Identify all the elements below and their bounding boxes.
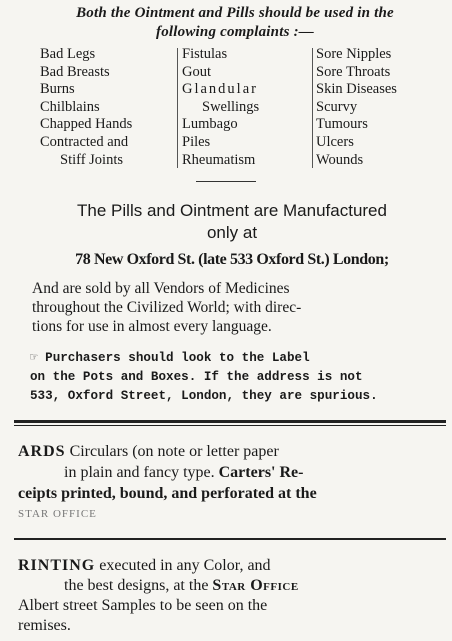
printing-line-3: Albert street Samples to be seen on the xyxy=(18,597,268,614)
complaint-item: Ulcers xyxy=(316,133,354,150)
complaint-item: Gout xyxy=(182,63,211,80)
cards-line-2-text: in plain and fancy type. xyxy=(64,464,219,481)
intro-line-2: following complaints :— xyxy=(156,24,314,40)
manufacture-notice xyxy=(18,200,446,244)
separator-dash xyxy=(196,181,256,182)
complaint-item: Fistulas xyxy=(182,46,228,62)
intro-line-1: Both the Ointment and Pills should be used in the xyxy=(76,5,394,21)
cards-advert xyxy=(18,441,446,525)
complaint-item: Glandular xyxy=(182,81,258,98)
complaints-column-1 xyxy=(40,46,180,169)
vendors-notice xyxy=(32,279,442,336)
printing-initial: RINTING xyxy=(18,557,96,574)
intro-heading xyxy=(20,4,450,42)
cards-line-1 xyxy=(18,441,446,462)
complaint-item: Rheumatism xyxy=(182,151,256,168)
complaint-item: Chilblains xyxy=(40,98,100,115)
purchasers-warning xyxy=(30,349,444,406)
double-rule-bottom xyxy=(14,425,446,426)
address-line: 78 New Oxford St. (late 533 Oxford St.) London; xyxy=(75,251,389,268)
printing-line-2 xyxy=(18,576,446,596)
cards-line-2-bold: Carters' Re- xyxy=(218,464,304,481)
column-divider xyxy=(312,48,313,168)
complaint-item: Contracted and xyxy=(40,133,129,150)
manufacture-line-2: only at xyxy=(206,223,258,242)
complaint-item: Piles xyxy=(182,133,211,150)
complaint-item: Chapped Hands xyxy=(40,116,133,133)
complaint-item: Scurvy xyxy=(316,98,358,115)
printing-line-2-text: the best designs, at the xyxy=(64,577,213,594)
vendors-line-1: And are sold by all Vendors of Medicines xyxy=(32,280,290,297)
complaint-item: Swellings xyxy=(202,98,260,115)
manufacture-line-1: The Pills and Ointment are Manufactured xyxy=(77,201,387,220)
cards-initial: ARDS xyxy=(18,443,66,460)
complaint-item: Bad Legs xyxy=(40,46,96,62)
cards-line-1-text: Circulars (on note or letter paper xyxy=(65,443,279,460)
complaint-item: Sore Throats xyxy=(316,63,391,80)
complaints-column-3 xyxy=(316,46,452,169)
complaint-item: Bad Breasts xyxy=(40,63,110,80)
cards-line-4: STAR OFFICE xyxy=(18,508,97,520)
complaint-item: Tumours xyxy=(316,116,368,133)
cards-line-3: ceipts printed, bound, and perforated at the xyxy=(18,485,317,502)
column-divider xyxy=(177,48,178,168)
complaint-item: Lumbago xyxy=(182,116,238,133)
printing-advert xyxy=(18,556,446,636)
section-rule xyxy=(14,538,446,540)
complaint-item: Stiff Joints xyxy=(60,151,123,168)
printing-line-2-smallcaps: Star Office xyxy=(212,577,299,594)
purchasers-line-2: on the Pots and Boxes. If the address is not xyxy=(30,370,363,384)
complaint-item: Skin Diseases xyxy=(316,81,397,98)
purchasers-line-1: ☞ Purchasers should look to the Label xyxy=(30,351,310,365)
complaints-column-2 xyxy=(182,46,312,169)
double-rule-top xyxy=(14,420,446,423)
vendors-line-2: throughout the Civilized World; with direc- xyxy=(32,299,302,316)
printing-line-1 xyxy=(18,556,446,576)
printing-line-4: remises. xyxy=(18,617,71,634)
vendors-line-3: tions for use in almost every language. xyxy=(32,318,272,335)
complaint-item: Wounds xyxy=(316,151,364,168)
printing-line-1-text: executed in any Color, and xyxy=(95,557,271,574)
complaint-item: Burns xyxy=(40,81,75,98)
purchasers-line-3: 533, Oxford Street, London, they are spurious. xyxy=(30,389,378,403)
complaint-item: Sore Nipples xyxy=(316,46,392,62)
cards-line-2 xyxy=(18,462,446,483)
